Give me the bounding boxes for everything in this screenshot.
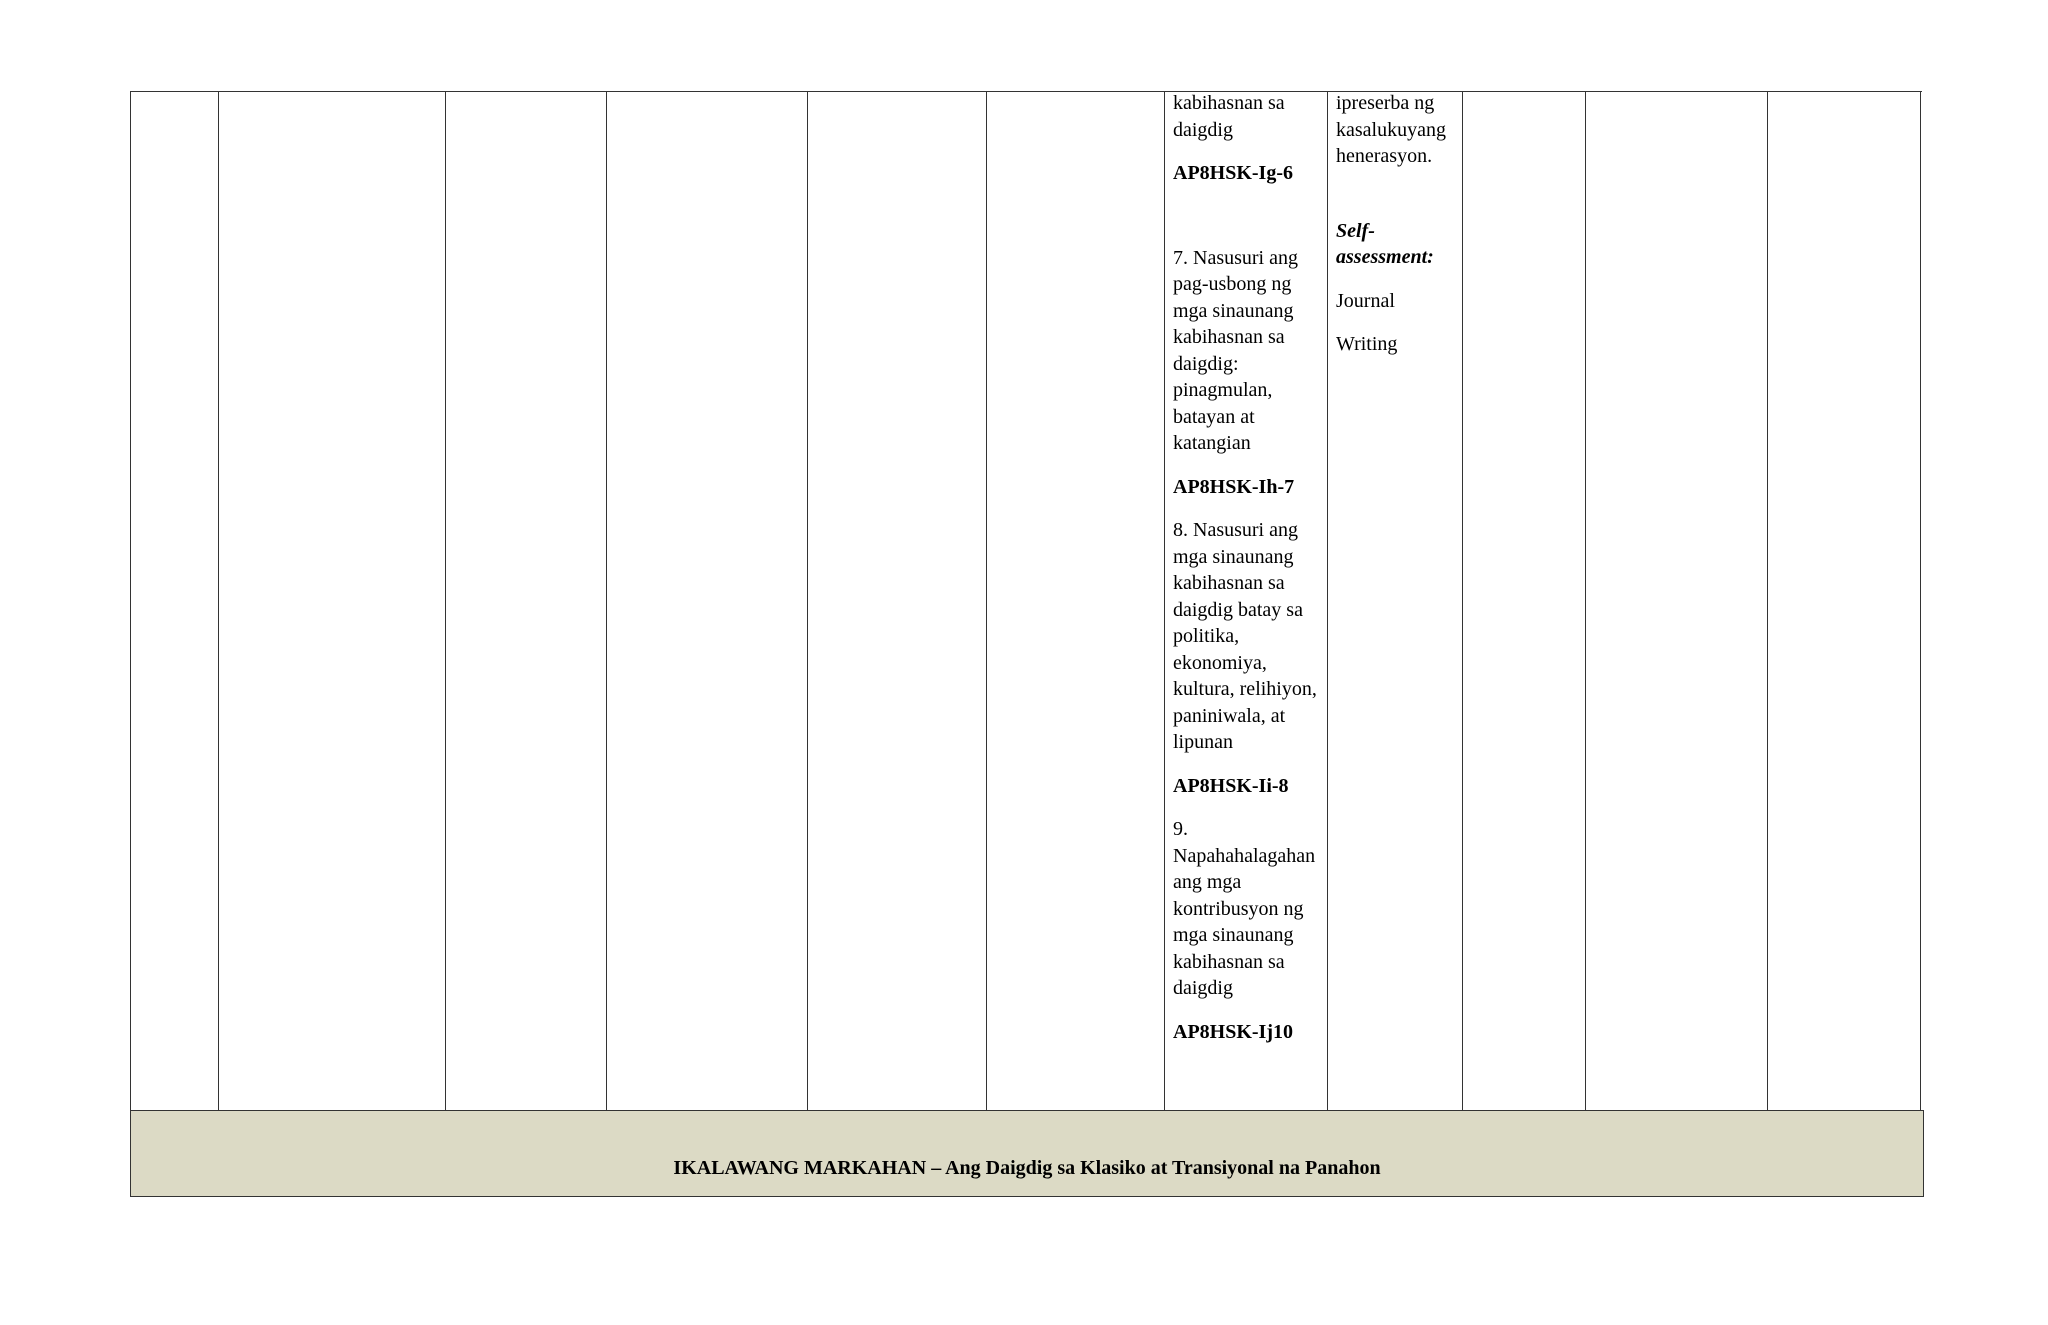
column-divider	[807, 91, 808, 1110]
competency-code: AP8HSK-Ig-6	[1173, 162, 1293, 184]
column-divider	[1462, 91, 1463, 1110]
competency-code: AP8HSK-Ij10	[1173, 1020, 1293, 1043]
column-divider	[218, 91, 219, 1110]
competency-text: 7. Nasusuri ang pag-usbong ng mga sinaunang kabihasnan sa daigdig: pinagmulan, batayan at katangian	[1173, 246, 1298, 454]
table-left-border	[130, 91, 131, 1110]
assessment-item: Writing	[1336, 333, 1398, 355]
column-divider	[1585, 91, 1586, 1110]
competency-text: 8. Nasusuri ang mga sinaunang kabihasnan sa daigdig batay sa politika, ekonomiya, kultura, relihiyon, paniniwala, at lipunan	[1173, 519, 1317, 753]
assessment-text: ipreserba ng kasalukuyang henerasyon.	[1336, 92, 1446, 167]
competency-code: AP8HSK-Ih-7	[1173, 475, 1295, 498]
assessment-cell	[1336, 90, 1460, 375]
column-divider	[1767, 91, 1768, 1110]
learning-competency-cell	[1173, 90, 1323, 1062]
column-divider	[606, 91, 607, 1110]
column-divider	[1164, 91, 1165, 1110]
assessment-item: Journal	[1336, 289, 1395, 312]
column-divider	[986, 91, 987, 1110]
competency-text: kabihasnan sa daigdig	[1173, 92, 1285, 141]
table-top-border	[130, 91, 1922, 92]
table-right-border	[1920, 91, 1921, 1110]
competency-text: 9. Napahahalagahan ang mga kontribusyon ng mga sinaunang kabihasnan sa daigdig	[1173, 818, 1316, 999]
column-divider	[445, 91, 446, 1110]
competency-code: AP8HSK-Ii-8	[1173, 774, 1289, 797]
quarter-header-band	[130, 1110, 1924, 1197]
quarter-header-title: IKALAWANG MARKAHAN – Ang Daigdig sa Klasiko at Transiyonal na Panahon	[673, 1157, 1381, 1179]
column-divider	[1327, 91, 1328, 1110]
self-assessment-heading: Self- assessment:	[1336, 219, 1434, 268]
